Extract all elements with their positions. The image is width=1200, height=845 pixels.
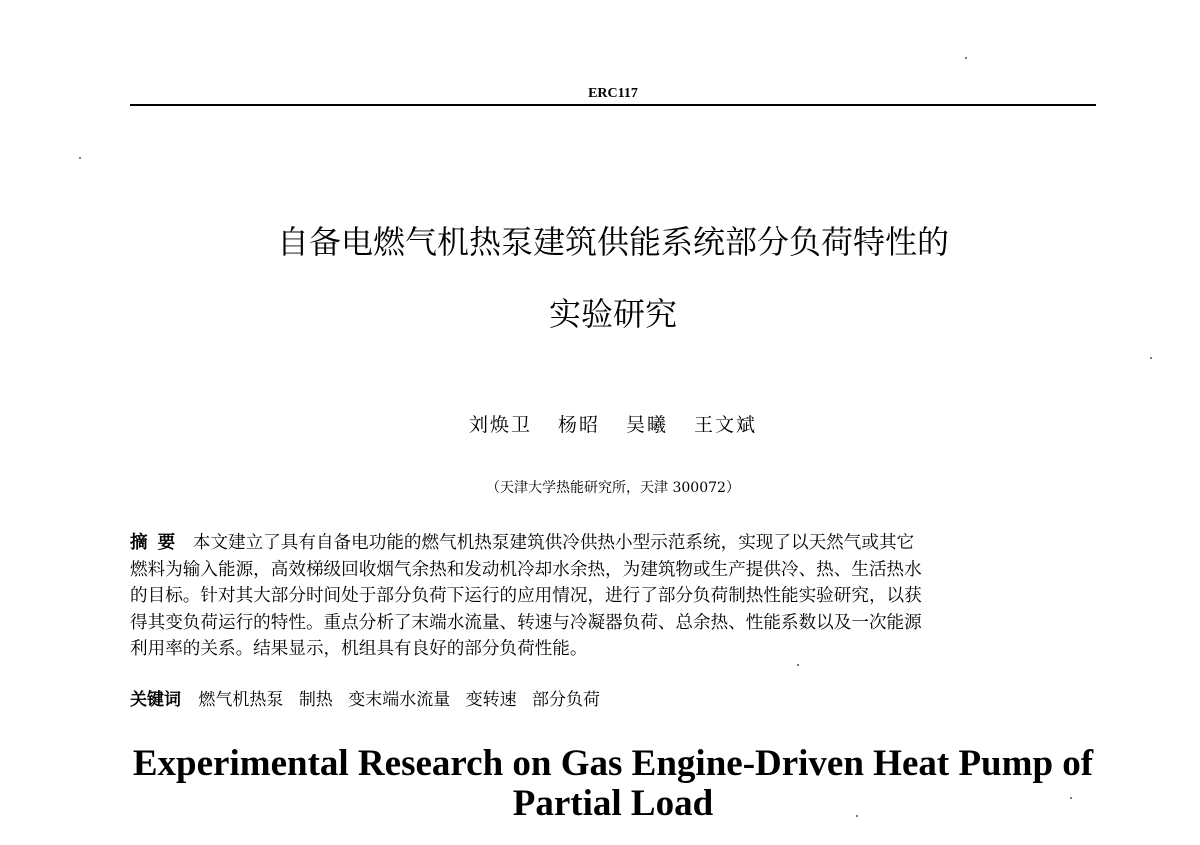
abstract <box>130 530 1096 663</box>
scan-speck <box>965 57 967 59</box>
keyword: 制热 <box>298 690 333 710</box>
abstract-line: 的目标。针对其大部分时间处于部分负荷下运行的应用情况，进行了部分负荷制热性能实验研究，以获 <box>130 586 922 607</box>
keyword: 变转速 <box>465 690 517 710</box>
abstract-label: 摘要 <box>130 532 186 553</box>
chinese-title-line-2: 实验研究 <box>548 295 677 333</box>
abstract-line <box>130 530 1096 557</box>
abstract-text: 本文建立了具有自备电功能的燃气机热泵建筑供冷供热小型示范系统，实现了以天然气或其它 <box>192 533 915 553</box>
abstract-line: 燃料为输入能源，高效梯级回收烟气余热和发动机冷却水余热，为建筑物或生产提供冷、热、生活热水 <box>130 559 922 580</box>
abstract-line: 得其变负荷运行的特性。重点分析了末端水流量、转速与冷凝器负荷、总余热、性能系数以及一次能源 <box>130 612 922 633</box>
keyword: 变末端水流量 <box>348 690 451 710</box>
author-list: 刘焕卫 杨昭 吴曦 王文斌 <box>468 414 758 436</box>
scan-speck <box>797 664 799 666</box>
scan-speck <box>1070 797 1072 799</box>
abstract-line: 利用率的关系。结果显示，机组具有良好的部分负荷性能。 <box>130 639 588 660</box>
chinese-title-line-1: 自备电燃气机热泵建筑供能系统部分负荷特性的 <box>276 223 949 261</box>
scan-speck <box>1150 357 1152 359</box>
english-title <box>120 744 1106 824</box>
keywords <box>130 688 1096 712</box>
scan-speck <box>856 815 858 817</box>
affiliation: （天津大学热能研究所，天津 300072） <box>486 480 740 496</box>
english-title-line-2: Partial Load <box>512 783 714 824</box>
scan-speck <box>79 157 81 159</box>
keyword: 部分负荷 <box>532 690 601 710</box>
keywords-label: 关键词 <box>130 690 181 710</box>
running-header-code: ERC117 <box>588 86 638 101</box>
keyword: 燃气机热泵 <box>198 690 284 710</box>
header-rule <box>130 104 1096 106</box>
english-title-line-1: Experimental Research on Gas Engine-Driven Heat Pump of <box>132 743 1094 784</box>
